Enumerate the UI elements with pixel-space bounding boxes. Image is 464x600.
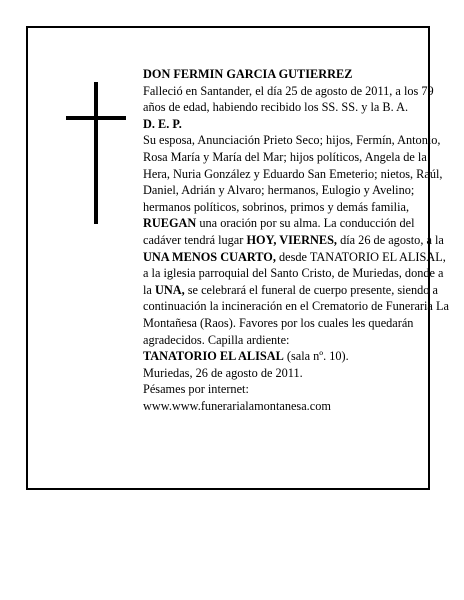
deceased-name: DON FERMIN GARCIA GUTIERREZ xyxy=(143,67,353,81)
una-label: UNA, xyxy=(154,282,185,297)
tanatorio-name: TANATORIO EL ALISAL xyxy=(143,349,284,364)
cross-icon xyxy=(94,82,98,224)
obituary-frame xyxy=(26,26,449,490)
cross-icon-crossbar xyxy=(66,116,126,120)
funeral-text-2: día 26 de agosto, a la xyxy=(337,232,444,247)
dep-label: D. E. P. xyxy=(143,116,182,131)
place-date: Muriedas, 26 de agosto de 2011. xyxy=(143,365,303,380)
obituary-text xyxy=(143,66,449,414)
family-list: Su esposa, Anunciación Prieto Seco; hijos, Fermín, Antonio, Rosa María y María del Mar; hijos políticos, Angela de la Hera, Nuria González y Eduardo San Emeterio; nietos, Raúl, Daniel, Adrián y Alvaro; hermanos, Eulogio y Avelino; hermanos políticos, sobrinos, primos y demás familia, xyxy=(143,133,443,214)
funeral-text-3: desde TANATORIO EL ALISAL, a la iglesia parroquial del Santo Cristo, de Muriedas, donde a la xyxy=(143,249,446,297)
funeral-text-4: se celebrará el funeral de cuerpo presente, siendo a continuación la incineración en el Crematorio de Funeraria La Montañesa (Raos). Favores por los cuales les quedarán agradecidos. Capilla ardiente: xyxy=(143,282,449,347)
una-menos-cuarto: UNA MENOS CUARTO, xyxy=(143,249,276,264)
chapel-line xyxy=(143,348,449,365)
ruegan-label: RUEGAN xyxy=(143,216,197,231)
death-notice: Falleció en Santander, el día 25 de agosto de 2011, a los 79 años de edad, habiendo recibido los SS. SS. y la B. A. xyxy=(143,83,434,115)
funeral-details xyxy=(143,215,449,348)
funeral-text-1: una oración por su alma. La conducción del cadáver tendrá lugar xyxy=(143,216,415,247)
pesames-url[interactable]: www.www.funerarialamontanesa.com xyxy=(143,398,331,413)
hoy-viernes: HOY, VIERNES, xyxy=(246,232,337,247)
pesames-label: Pésames por internet: xyxy=(143,382,249,397)
sala-number: (sala nº. 10). xyxy=(283,349,349,364)
